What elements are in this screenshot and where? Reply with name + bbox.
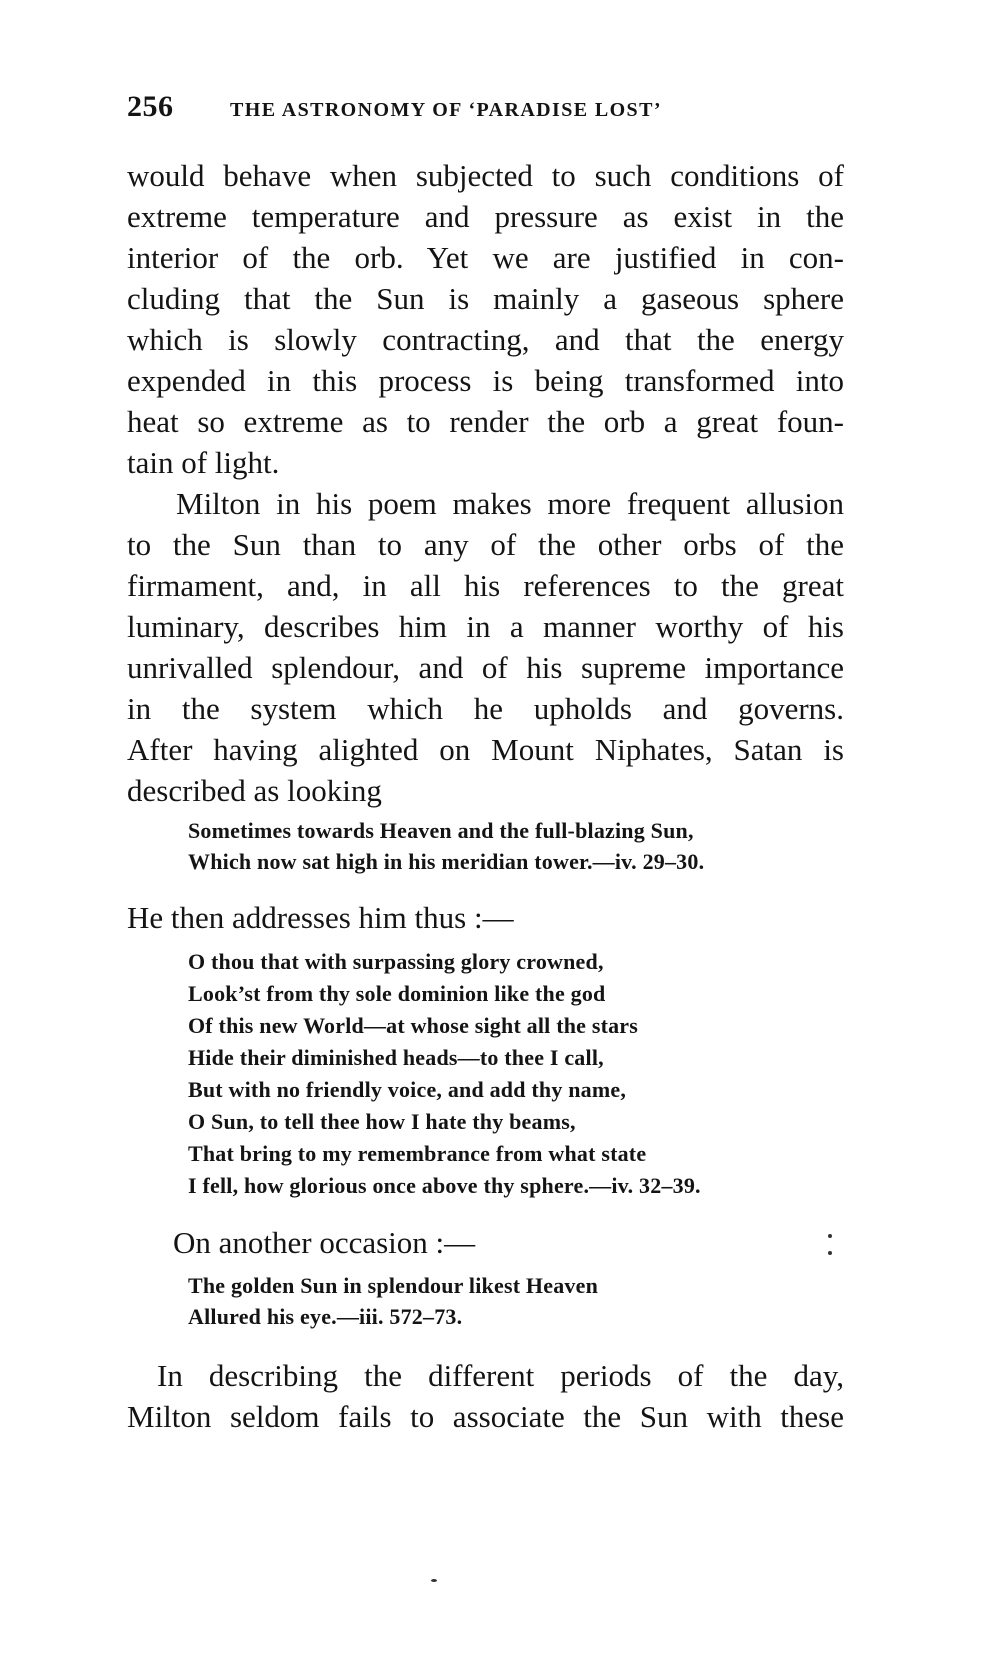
running-header [127,86,827,130]
verse-line: Which now sat high in his meridian tower.—iv. 29–30. [188,849,705,874]
verse-line: O Sun, to tell thee how I hate thy beams, [188,1109,576,1134]
text-line: cluding that the Sun is mainly a gaseous sphere [127,281,844,316]
text-line: extreme temperature and pressure as exist in the [127,199,844,234]
text-line: Milton seldom fails to associate the Sun with these [127,1399,844,1434]
quote-intro-2: On another occasion :— [173,1225,476,1260]
verse-line: Of this new World—at whose sight all the stars [188,1013,639,1038]
text-line: heat so extreme as to render the orb a great foun- [127,404,844,439]
text-line: expended in this process is being transformed into [127,363,844,398]
text-line: firmament, and, in all his references to the great [127,568,844,603]
scan-speck [828,1234,832,1238]
quote-intro-1: He then addresses him thus :— [127,900,514,935]
scan-speck [828,1251,832,1255]
text-line: Milton in his poem makes more frequent allusion [176,486,844,521]
page-number: 256 [127,90,174,123]
text-line: In describing the different periods of the day, [157,1358,844,1393]
verse-line: The golden Sun in splendour likest Heaven [188,1273,599,1298]
text-line: tain of light. [127,445,280,480]
verse-line: That bring to my remembrance from what state [188,1141,647,1166]
text-line: unrivalled splendour, and of his supreme importance [127,650,844,685]
text-line: luminary, describes him in a manner worthy of his [127,609,844,644]
verse-line: Look’st from thy sole dominion like the god [188,981,606,1006]
text-line: in the system which he upholds and governs. [127,691,844,726]
verse-line: Hide their diminished heads—to thee I call, [188,1045,604,1070]
verse-line: Sometimes towards Heaven and the full-blazing Sun, [188,818,694,843]
verse-line: But with no friendly voice, and add thy name, [188,1077,627,1102]
verse-line: I fell, how glorious once above thy sphere.—iv. 32–39. [188,1173,701,1198]
scan-speck [431,1579,437,1582]
text-line: which is slowly contracting, and that the energy [127,322,844,357]
running-title: THE ASTRONOMY OF ‘PARADISE LOST’ [230,99,662,121]
verse-line: Allured his eye.—iii. 572–73. [188,1304,463,1329]
text-line: to the Sun than to any of the other orbs of the [127,527,844,562]
text-line: described as looking [127,773,382,808]
text-line: would behave when subjected to such conditions of [127,158,844,193]
verse-line: O thou that with surpassing glory crowned, [188,949,604,974]
text-line: After having alighted on Mount Niphates, Satan is [127,732,844,767]
text-line: interior of the orb. Yet we are justified in con- [127,240,844,275]
